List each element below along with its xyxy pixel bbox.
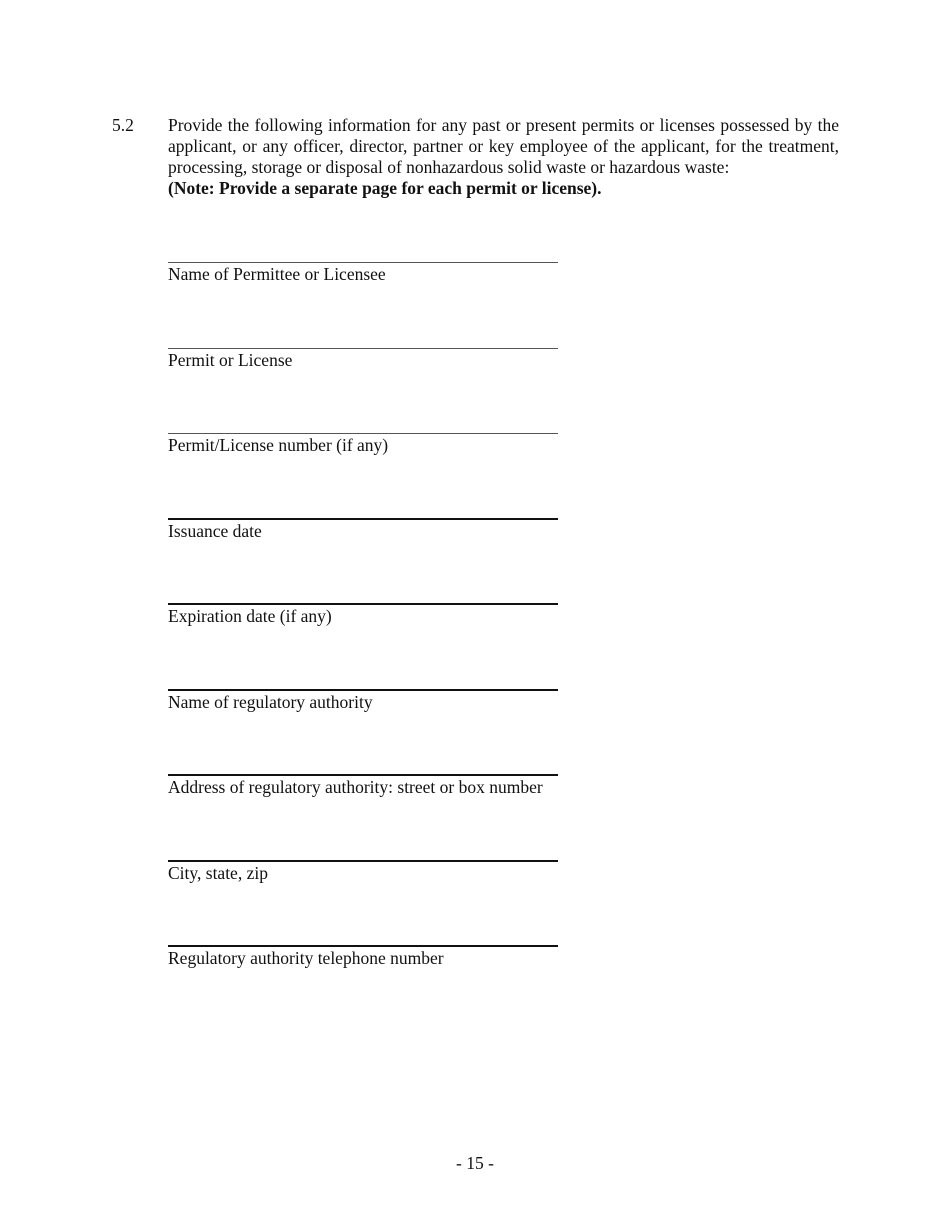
field-label: Name of Permittee or Licensee [168, 264, 386, 284]
field-authority-name [168, 689, 588, 713]
field-label: Name of regulatory authority [168, 692, 373, 712]
field-permit-number [168, 433, 588, 456]
field-label: Regulatory authority telephone number [168, 948, 444, 968]
field-permit-or-license [168, 348, 588, 371]
field-label: Permit/License number (if any) [168, 435, 389, 455]
section-body [168, 115, 839, 199]
field-label: City, state, zip [168, 863, 268, 883]
section-number: 5.2 [112, 115, 134, 135]
section-note: (Note: Provide a separate page for each permit or license). [168, 178, 602, 198]
field-label: Expiration date (if any) [168, 606, 332, 626]
section-intro: Provide the following information for any past or present permits or licenses possessed by the applicant, or any officer, director, partner or key employee of the applicant, for the treatment, processing, storage or disposal of nonhazardous solid waste or hazardous waste: [168, 115, 839, 177]
page-number: - 15 - [456, 1153, 494, 1173]
field-label: Permit or License [168, 350, 293, 370]
field-label: Issuance date [168, 521, 262, 541]
field-permittee-name [168, 262, 588, 285]
field-label: Address of regulatory authority: street or box number [168, 777, 543, 797]
field-expiration-date [168, 603, 588, 627]
field-city-state-zip [168, 860, 588, 884]
field-authority-phone [168, 945, 588, 969]
field-authority-address [168, 774, 588, 798]
field-issuance-date [168, 518, 588, 542]
